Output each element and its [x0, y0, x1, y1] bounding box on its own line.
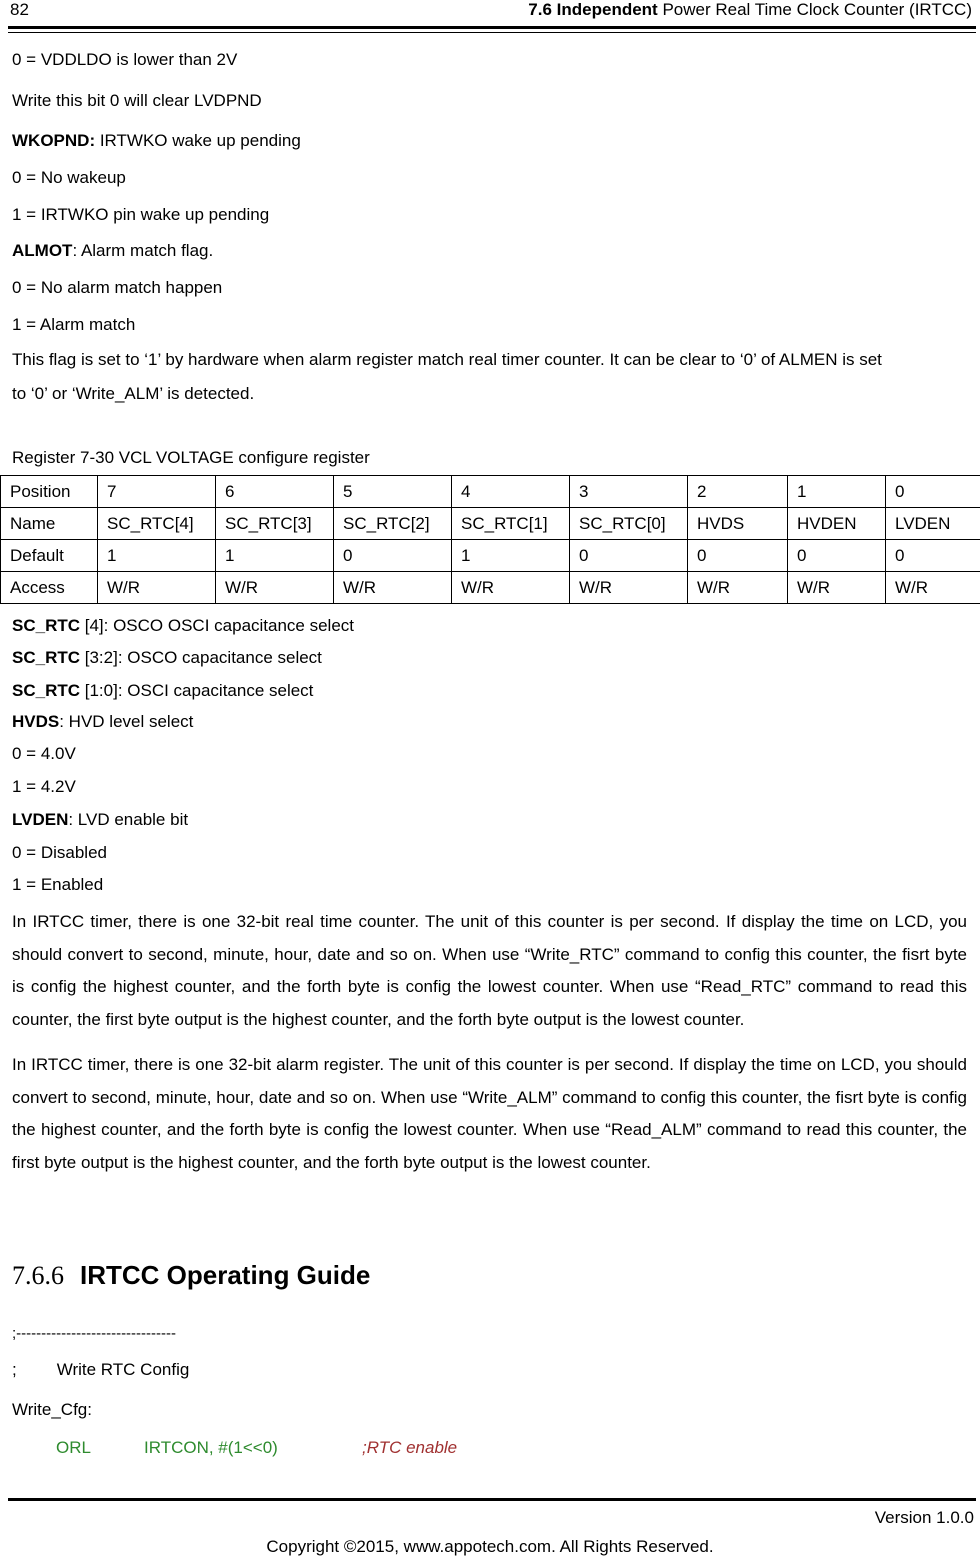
table-cell: W/R — [334, 572, 452, 604]
table-cell: Name — [1, 508, 98, 540]
table-cell: SC_RTC[3] — [216, 508, 334, 540]
field-desc: [1:0]: OSCI capacitance select — [80, 681, 314, 700]
text-line: 1 = IRTWKO pin wake up pending — [12, 205, 270, 224]
table-cell: W/R — [570, 572, 688, 604]
table-cell: HVDS — [688, 508, 788, 540]
register-table — [0, 475, 980, 604]
text-line: Write this bit 0 will clear LVDPND — [12, 91, 262, 110]
field-desc: : LVD enable bit — [68, 810, 189, 829]
table-cell: W/R — [452, 572, 570, 604]
table-cell: 2 — [688, 476, 788, 508]
table-cell: 6 — [216, 476, 334, 508]
field-name: SC_RTC — [12, 648, 81, 667]
field-name: HVDS — [12, 712, 60, 731]
code-operands: IRTCON, #(1<<0) — [144, 1438, 278, 1457]
table-cell: 1 — [452, 540, 570, 572]
field-desc: IRTWKO wake up pending — [95, 131, 301, 150]
table-cell: 1 — [98, 540, 216, 572]
table-cell: 3 — [570, 476, 688, 508]
field-name: SC_RTC — [12, 616, 81, 635]
field-name: WKOPND: — [12, 131, 96, 150]
table-cell: W/R — [216, 572, 334, 604]
table-cell: 1 — [216, 540, 334, 572]
table-cell: Default — [1, 540, 98, 572]
footer-rule — [8, 1498, 976, 1501]
field-name: ALMOT — [12, 241, 73, 260]
table-cell: W/R — [886, 572, 980, 604]
field-desc: : Alarm match flag. — [72, 241, 214, 260]
paragraph-rtc-counter: In IRTCC timer, there is one 32-bit real time counter. The unit of this counter is per second. If display the time on LCD, you should convert to second, minute, hour, date and so on. When use “Write_RTC” command to config this counter, the fisrt byte is config the highest counter, and the forth byte is config the lowest counter. When use “Read_RTC” command to read this counter, the first byte output is the highest counter, and the forth byte output is the lowest counter. — [12, 912, 967, 1029]
table-row-position — [1, 476, 980, 508]
table-cell: Access — [1, 572, 98, 604]
text-line: 1 = Alarm match — [12, 315, 136, 334]
field-name: SC_RTC — [12, 681, 81, 700]
table-row-name — [1, 508, 980, 540]
page-number: 82 — [10, 0, 29, 19]
field-sc-rtc-4 — [12, 616, 354, 636]
table-cell: 7 — [98, 476, 216, 508]
field-almot — [12, 241, 213, 261]
field-desc: : HVD level select — [59, 712, 194, 731]
code-inline-comment: ;RTC enable — [362, 1438, 458, 1457]
table-cell: LVDEN — [886, 508, 980, 540]
table-cell: 0 — [886, 540, 980, 572]
register-caption: Register 7-30 VCL VOLTAGE configure register — [12, 448, 370, 467]
code-comment-title: Write RTC Config — [56, 1360, 190, 1379]
text-line: 0 = Disabled — [12, 843, 107, 862]
copyright-notice: Copyright ©2015, www.appotech.com. All Rights Reserved. — [266, 1537, 714, 1556]
code-separator: ;-------------------------------- — [12, 1325, 177, 1342]
text-line: 0 = No wakeup — [12, 168, 126, 187]
table-cell: SC_RTC[0] — [570, 508, 688, 540]
table-cell: W/R — [788, 572, 886, 604]
text-line: 0 = 4.0V — [12, 744, 76, 763]
text-line: 0 = VDDLDO is lower than 2V — [12, 50, 238, 69]
table-cell: Position — [1, 476, 98, 508]
table-cell: W/R — [98, 572, 216, 604]
field-lvden — [12, 810, 188, 830]
table-cell: 0 — [788, 540, 886, 572]
field-name: LVDEN — [12, 810, 69, 829]
table-cell: SC_RTC[1] — [452, 508, 570, 540]
table-row-access — [1, 572, 980, 604]
text-line: This flag is set to ‘1’ by hardware when alarm register match real timer counter. It can be clear to ‘0’ of ALMEN is set — [12, 350, 882, 369]
code-label: Write_Cfg: — [12, 1400, 92, 1419]
code-comment-line — [12, 1360, 189, 1380]
table-cell: 0 — [334, 540, 452, 572]
table-cell: HVDEN — [788, 508, 886, 540]
section-heading — [12, 1260, 370, 1291]
field-sc-rtc-1-0 — [12, 681, 313, 701]
table-cell: 0 — [886, 476, 980, 508]
table-cell: SC_RTC[4] — [98, 508, 216, 540]
table-cell: SC_RTC[2] — [334, 508, 452, 540]
text-line: 1 = Enabled — [12, 875, 104, 894]
running-header-bold: 7.6 Independent — [528, 0, 658, 19]
code-semicolon: ; — [12, 1360, 17, 1379]
text-line: to ‘0’ or ‘Write_ALM’ is detected. — [12, 384, 255, 403]
section-title: IRTCC Operating Guide — [80, 1260, 371, 1290]
running-header — [528, 0, 972, 20]
text-line: 0 = No alarm match happen — [12, 278, 223, 297]
field-wkopnd — [12, 131, 301, 151]
code-mnemonic: ORL — [56, 1438, 91, 1457]
table-cell: 0 — [688, 540, 788, 572]
field-desc: [4]: OSCO OSCI capacitance select — [80, 616, 355, 635]
table-cell: 1 — [788, 476, 886, 508]
version-label: Version 1.0.0 — [874, 1508, 974, 1527]
paragraph-alarm-register: In IRTCC timer, there is one 32-bit alarm register. The unit of this counter is per second. If display the time on LCD, you should convert to second, minute, hour, date and so on. When use “Write_ALM” command to config this counter, the fisrt byte is config the highest counter, and the forth byte is config the lowest counter. When use “Read_ALM” command to read this counter, the first byte output is the highest counter, and the forth byte output is the lowest counter. — [12, 1055, 967, 1172]
header-rule-thick — [8, 26, 976, 29]
header-rule-thin — [8, 32, 976, 33]
table-cell: 0 — [570, 540, 688, 572]
section-number: 7.6.6 — [12, 1261, 64, 1290]
table-cell: W/R — [688, 572, 788, 604]
table-row-default — [1, 540, 980, 572]
field-desc: [3:2]: OSCO capacitance select — [80, 648, 322, 667]
table-cell: 4 — [452, 476, 570, 508]
table-cell: 5 — [334, 476, 452, 508]
text-line: 1 = 4.2V — [12, 777, 76, 796]
running-header-rest: Power Real Time Clock Counter (IRTCC) — [657, 0, 972, 19]
field-sc-rtc-3-2 — [12, 648, 322, 668]
field-hvds — [12, 712, 193, 732]
